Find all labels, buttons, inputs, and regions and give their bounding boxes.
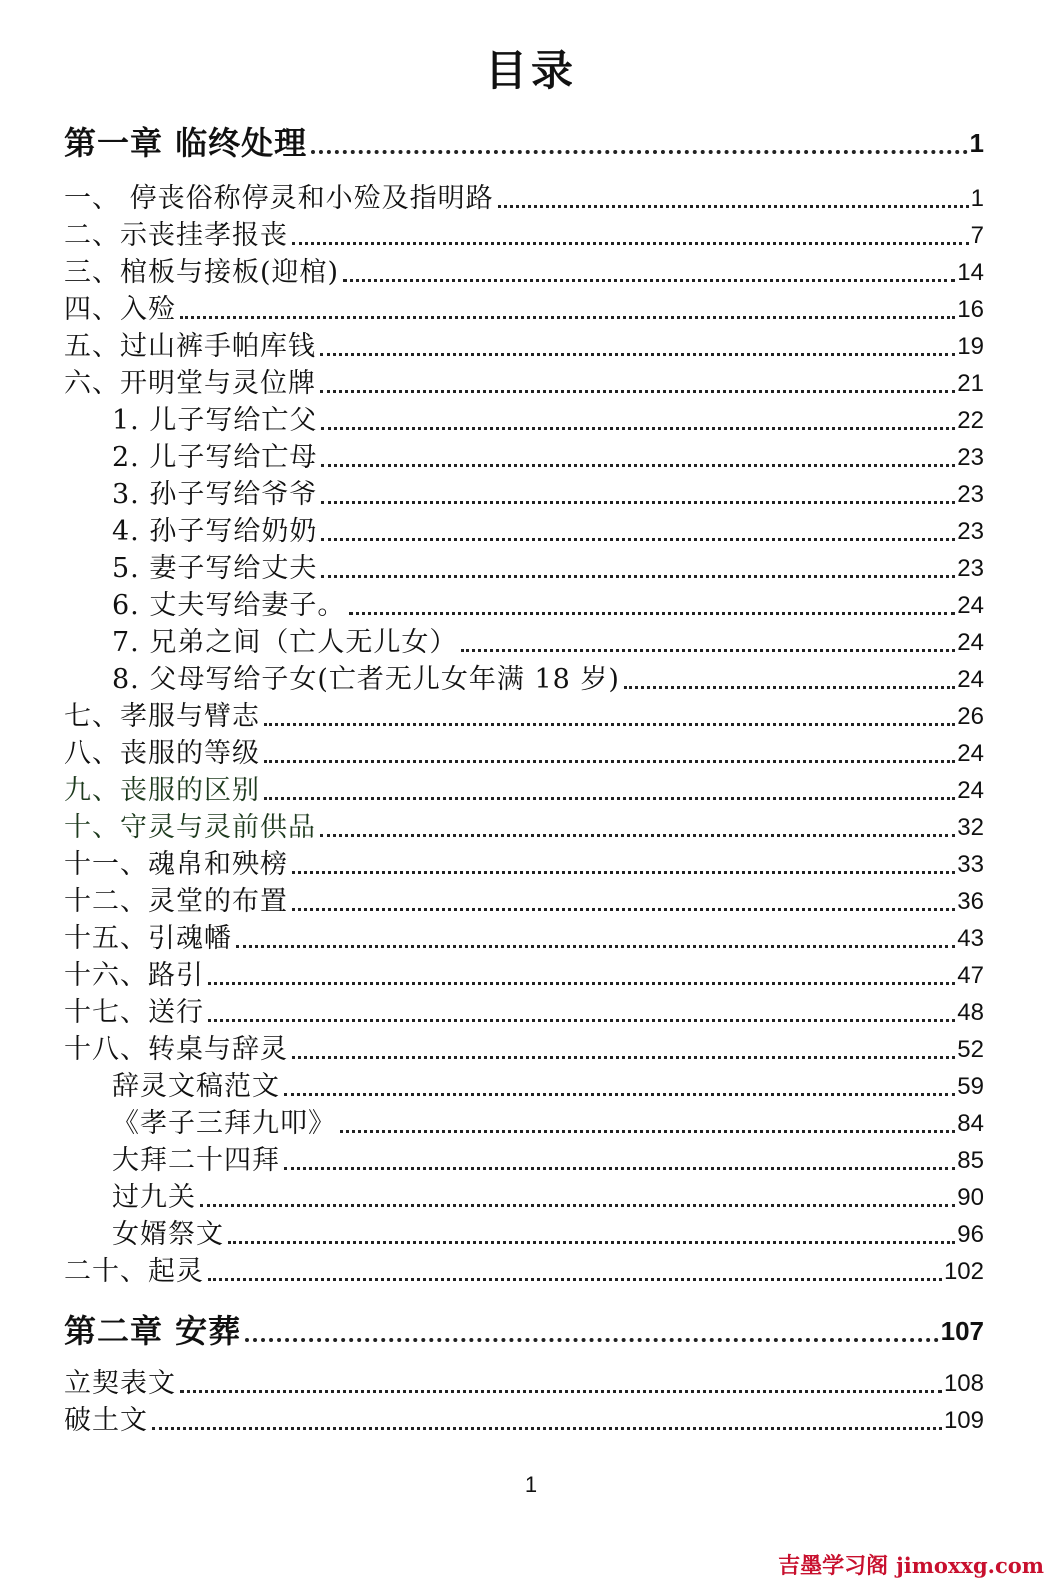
dot-leader bbox=[264, 723, 955, 726]
toc-entry-page: 24 bbox=[957, 629, 984, 656]
toc-entry-row[interactable] bbox=[64, 291, 984, 327]
watermark-url: jimoxxg.com bbox=[896, 1553, 1044, 1578]
dot-leader bbox=[340, 1130, 955, 1133]
toc-entry-label: 5. 妻子写给丈夫 bbox=[112, 553, 318, 584]
dot-leader bbox=[180, 316, 955, 319]
toc-entry-row[interactable] bbox=[64, 1253, 984, 1289]
toc-entry-row[interactable] bbox=[112, 402, 984, 438]
toc-entry-row[interactable] bbox=[64, 883, 984, 919]
toc-entry-row[interactable] bbox=[64, 1031, 984, 1067]
toc-entry-label: 四、入殓 bbox=[64, 294, 176, 325]
toc-entry-label: 十一、魂帛和殃榜 bbox=[64, 849, 288, 880]
toc-entry-label: 二、示丧挂孝报丧 bbox=[64, 220, 288, 251]
dot-leader bbox=[320, 834, 955, 837]
toc-entry-row[interactable] bbox=[112, 1179, 984, 1215]
toc-entry-page: 32 bbox=[957, 814, 984, 841]
dot-leader bbox=[284, 1167, 955, 1170]
dot-leader bbox=[311, 150, 967, 154]
toc-entry-page: 16 bbox=[957, 296, 984, 323]
toc-entry-label: 十、守灵与灵前供品 bbox=[64, 812, 316, 843]
toc-entry-row[interactable] bbox=[64, 698, 984, 734]
toc-entry-row[interactable] bbox=[64, 180, 984, 216]
toc-entry-label: 3. 孙子写给爷爷 bbox=[112, 479, 318, 510]
dot-leader bbox=[292, 871, 955, 874]
toc-entry-row[interactable] bbox=[112, 624, 984, 660]
dot-leader bbox=[624, 686, 955, 689]
toc-entry-row[interactable] bbox=[64, 328, 984, 364]
dot-leader bbox=[343, 279, 955, 282]
toc-entry-page: 108 bbox=[943, 1370, 984, 1397]
dot-leader bbox=[292, 1056, 955, 1059]
toc-entry-row[interactable] bbox=[112, 1142, 984, 1178]
dot-leader bbox=[321, 464, 955, 467]
toc-entry-row[interactable] bbox=[112, 550, 984, 586]
toc-entry-label: 十二、灵堂的布置 bbox=[64, 886, 288, 917]
dot-leader bbox=[320, 390, 955, 393]
toc-entry-label: 过九关 bbox=[112, 1182, 196, 1213]
toc-entry-page: 23 bbox=[957, 555, 984, 582]
toc-chapter-row[interactable] bbox=[64, 1308, 984, 1352]
toc-entry-label: 4. 孙子写给奶奶 bbox=[112, 516, 318, 547]
dot-leader bbox=[208, 1278, 942, 1281]
toc-entry-label: 五、过山裤手帕库钱 bbox=[64, 331, 316, 362]
toc-entry-row[interactable] bbox=[64, 254, 984, 290]
dot-leader bbox=[245, 1338, 938, 1342]
toc-entry-page: 1 bbox=[970, 185, 984, 212]
toc-entry-page: 109 bbox=[943, 1407, 984, 1434]
toc-entry-row[interactable] bbox=[112, 439, 984, 475]
dot-leader bbox=[180, 1390, 942, 1393]
toc-entry-page: 24 bbox=[957, 666, 984, 693]
toc-entry-row[interactable] bbox=[112, 513, 984, 549]
toc-entry-row[interactable] bbox=[64, 957, 984, 993]
toc-chapter-row[interactable] bbox=[64, 120, 984, 164]
toc-entry-page: 21 bbox=[957, 370, 984, 397]
toc-entry-label: 6. 丈夫写给妻子。 bbox=[112, 590, 346, 621]
toc-entry-label: 八、丧服的等级 bbox=[64, 738, 260, 769]
toc-entry-page: 23 bbox=[957, 444, 984, 471]
toc-entry-label: 8. 父母写给子女(亡者无儿女年满 18 岁) bbox=[112, 664, 620, 695]
toc-entry-page: 24 bbox=[957, 777, 984, 804]
toc-entry-label: 第一章 临终处理 bbox=[64, 124, 308, 162]
toc-entry-label: 第二章 安葬 bbox=[64, 1312, 242, 1350]
dot-leader bbox=[321, 501, 955, 504]
toc-entry-page: 84 bbox=[957, 1110, 984, 1137]
toc-entry-page: 24 bbox=[957, 592, 984, 619]
toc-entry-label: 九、丧服的区别 bbox=[64, 775, 260, 806]
toc-entry-row[interactable] bbox=[64, 1365, 984, 1401]
toc-entry-page: 26 bbox=[957, 703, 984, 730]
toc-entry-page: 48 bbox=[957, 999, 984, 1026]
toc-entry-label: 三、棺板与接板(迎棺) bbox=[64, 257, 340, 288]
toc-entry-row[interactable] bbox=[64, 217, 984, 253]
toc-entry-row[interactable] bbox=[112, 587, 984, 623]
toc-entry-row[interactable] bbox=[64, 772, 984, 808]
dot-leader bbox=[152, 1427, 942, 1430]
page-number: 1 bbox=[524, 1472, 538, 1497]
dot-leader bbox=[292, 908, 955, 911]
toc-entry-row[interactable] bbox=[64, 809, 984, 845]
page-title: 目录 bbox=[484, 46, 577, 95]
toc-entry-row[interactable] bbox=[112, 1216, 984, 1252]
dot-leader bbox=[284, 1093, 955, 1096]
toc-entry-row[interactable] bbox=[112, 661, 984, 697]
toc-entry-label: 辞灵文稿范文 bbox=[112, 1071, 280, 1102]
toc-entry-page: 90 bbox=[957, 1184, 984, 1211]
toc-entry-row[interactable] bbox=[64, 994, 984, 1030]
toc-entry-page: 14 bbox=[957, 259, 984, 286]
toc-entry-row[interactable] bbox=[64, 735, 984, 771]
toc-entry-page: 107 bbox=[940, 1316, 984, 1346]
toc-entry-label: 二十、起灵 bbox=[64, 1256, 204, 1287]
dot-leader bbox=[236, 945, 955, 948]
dot-leader bbox=[498, 205, 969, 208]
toc-entry-page: 52 bbox=[957, 1036, 984, 1063]
toc-entry-label: 2. 儿子写给亡母 bbox=[112, 442, 318, 473]
watermark bbox=[778, 1549, 1044, 1580]
dot-leader bbox=[264, 797, 955, 800]
dot-leader bbox=[264, 760, 955, 763]
toc-entry-label: 六、开明堂与灵位牌 bbox=[64, 368, 316, 399]
toc-entry-label: 七、孝服与臂志 bbox=[64, 701, 260, 732]
toc-entry-page: 96 bbox=[957, 1221, 984, 1248]
toc-entry-page: 1 bbox=[969, 128, 984, 158]
dot-leader bbox=[320, 353, 955, 356]
toc-entry-label: 7. 兄弟之间（亡人无儿女） bbox=[112, 627, 458, 658]
toc-entry-page: 23 bbox=[957, 481, 984, 508]
dot-leader bbox=[292, 242, 969, 245]
dot-leader bbox=[321, 575, 955, 578]
toc-entry-page: 7 bbox=[970, 222, 984, 249]
toc-entry-page: 59 bbox=[957, 1073, 984, 1100]
dot-leader bbox=[208, 1019, 955, 1022]
dot-leader bbox=[228, 1241, 955, 1244]
toc-entry-page: 22 bbox=[957, 407, 984, 434]
toc-entry-label: 十七、送行 bbox=[64, 997, 204, 1028]
toc-entry-label: 立契表文 bbox=[64, 1368, 176, 1399]
toc-entry-page: 36 bbox=[957, 888, 984, 915]
toc-entry-row[interactable] bbox=[112, 476, 984, 512]
toc-entry-row[interactable] bbox=[64, 920, 984, 956]
watermark-cn: 吉墨学习阁 bbox=[778, 1553, 889, 1579]
dot-leader bbox=[461, 649, 955, 652]
toc-entry-page: 23 bbox=[957, 518, 984, 545]
toc-entry-page: 47 bbox=[957, 962, 984, 989]
toc-entry-page: 19 bbox=[957, 333, 984, 360]
toc-entry-label: 十八、转桌与辞灵 bbox=[64, 1034, 288, 1065]
toc-entry-page: 85 bbox=[957, 1147, 984, 1174]
toc-entry-label: 破土文 bbox=[64, 1405, 148, 1436]
toc-entry-label: 女婿祭文 bbox=[112, 1219, 224, 1250]
toc-entry-label: 十五、引魂幡 bbox=[64, 923, 232, 954]
toc-entry-page: 102 bbox=[943, 1258, 984, 1285]
dot-leader bbox=[321, 538, 955, 541]
toc-entry-label: 《孝子三拜九叩》 bbox=[112, 1108, 336, 1139]
dot-leader bbox=[200, 1204, 955, 1207]
dot-leader bbox=[321, 427, 955, 430]
toc-entry-page: 43 bbox=[957, 925, 984, 952]
toc-entry-page: 24 bbox=[957, 740, 984, 767]
toc-entry-row[interactable] bbox=[112, 1105, 984, 1141]
dot-leader bbox=[208, 982, 955, 985]
toc-entry-label: 1. 儿子写给亡父 bbox=[112, 405, 318, 436]
toc-entry-row[interactable] bbox=[64, 1402, 984, 1438]
toc-entry-label: 大拜二十四拜 bbox=[112, 1145, 280, 1176]
toc-entry-row[interactable] bbox=[64, 846, 984, 882]
toc-entry-row[interactable] bbox=[64, 365, 984, 401]
toc-entry-row[interactable] bbox=[112, 1068, 984, 1104]
toc-entry-label: 十六、路引 bbox=[64, 960, 204, 991]
toc-entry-page: 33 bbox=[957, 851, 984, 878]
dot-leader bbox=[349, 612, 955, 615]
toc-entry-label: 一、 停丧俗称停灵和小殓及指明路 bbox=[64, 183, 494, 214]
